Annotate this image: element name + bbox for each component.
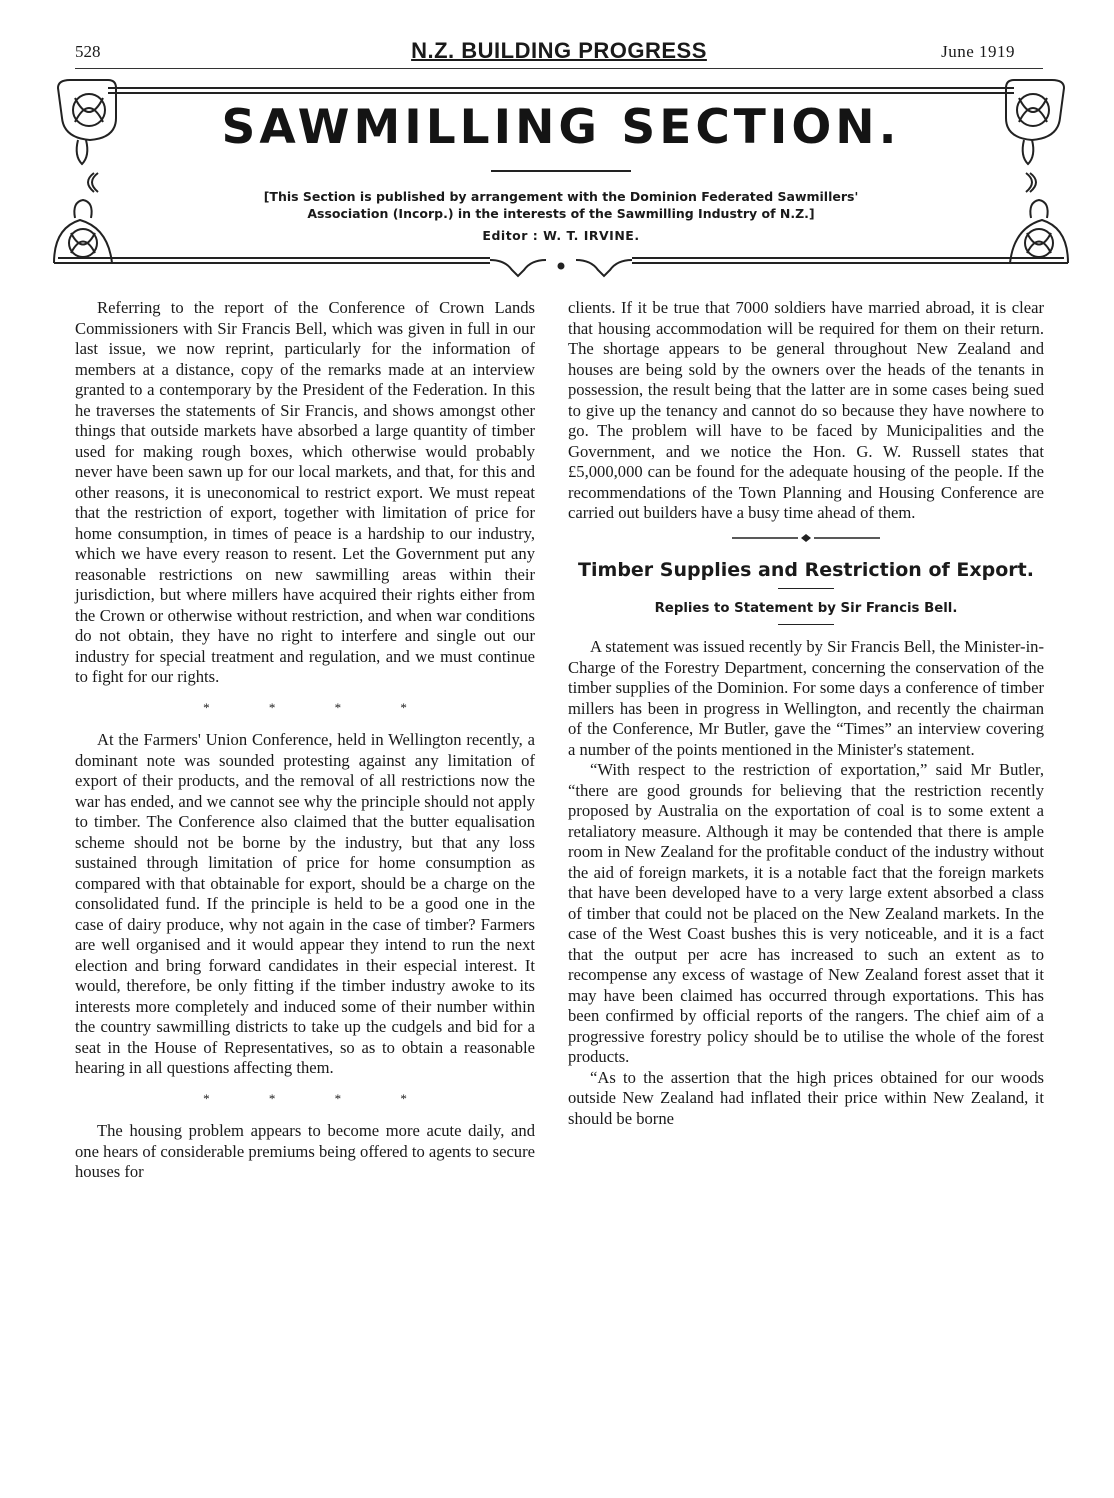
paragraph: “As to the assertion that the high prices obtained for our woods outside New Zealand had inflated their price within New Zealand, it should be borne bbox=[568, 1067, 1044, 1128]
running-head bbox=[75, 38, 1043, 68]
subtitle-underline bbox=[778, 624, 834, 626]
article-title: Timber Supplies and Restriction of Export. bbox=[578, 558, 1034, 581]
paragraph: A statement was issued recently by Sir Francis Bell, the Minister-in-Charge of the Forestry Department, concerning the conservation of the timber supplies of the Dominion. For some days a conference of timber millers has been in progress in Wellington, and recently the chairman of the Conference, Mr Butler, gave the “Times” an interview covering a number of the points mentioned in the Minister's statement. bbox=[568, 637, 1044, 759]
masthead-text: N.Z. BUILDING PROGRESS bbox=[411, 38, 707, 63]
paragraph-continued: clients. If it be true that 7000 soldiers have married abroad, it is clear that housing accommodation will be required for them on their return. The shortage appears to be general throughout New Zealand and houses are being sold by the owners over the heads of the tenants in possession, the result being that the latter are in some cases being sued to give up the tenancy and cannot do so because they have nowhere to go. The problem will have to be faced by Municipalities and the Government, and we notice the Hon. G. W. Russell states that £5,000,000 can be found for the adequate housing of the people. If the recommendations of the Town Planning and Housing Conference are carried out builders have a busy time ahead of them. bbox=[568, 298, 1044, 522]
title-rule bbox=[491, 170, 631, 172]
page-number: 528 bbox=[75, 42, 101, 61]
left-column bbox=[75, 298, 535, 1183]
title-underline bbox=[778, 588, 834, 590]
section-banner bbox=[50, 78, 1072, 283]
ornament bbox=[568, 524, 1044, 554]
section-note-line: Association (Incorp.) in the interests of the Sawmilling Industry of N.Z.] bbox=[307, 206, 815, 221]
section-note-line: [This Section is published by arrangement with the Dominion Federated Sawmillers' bbox=[263, 189, 859, 204]
paragraph: Referring to the report of the Conference of Crown Lands Commissioners with Sir Francis Bell, which was given in full in our last issue, we now reprint, particularly for the information of members at a distance, copy of the remarks made at an interview granted to a contemporary by the President of the Federation. In this he traverses the statements of Sir Francis, and shows amongst other things that outside markets have absorbed a large quantity of timber used for making rough boxes, which otherwise would probably never have been sawn up for our local markets, and that, for this and other reasons, it is uneconomical to restrict export. We must repeat that the restriction of export, together with limitation of price for home consumption, in times of peace is a hardship to our industry, which we have every reason to resent. Let the Government put any reasonable restrictions on new sawmilling areas within their jurisdiction, but where millers have acquired their rights either from the Crown or otherwise without restriction, and when war conditions do not obtain, they have no right to interfere and single out our industry for special treatment and regulation, and we must continue to fight for our rights. bbox=[75, 298, 535, 686]
section-note bbox=[200, 188, 922, 222]
paragraph: At the Farmers' Union Conference, held in Wellington recently, a dominant note was sounded protesting against any limitation of export of their products, and the removal of all restrictions now the war has ended, and we cannot see why the principle should not apply to timber. The Conference also claimed that the butter equalisation scheme should not be borne by the industry, but that any loss sustained through limitation of price for home consumption as compared with that obtainable for export, should be a charge on the consolidated fund. If the principle is held to be a good one in the case of dairy produce, why not again in the case of timber? Farmers are well organised and it would appear they intend to run the next election and bring forward candidates in their especial interest. It would, therefore, be only fitting if the timber industry awoke to its interests more completely and induced some of their number within the country sawmilling districts to take up the cudgels and bid for a seat in the House of Representatives, so as to obtain a reasonable hearing in all questions affecting them. bbox=[75, 730, 535, 1077]
section-divider-stars: * * * * bbox=[203, 1090, 435, 1106]
paragraph: The housing problem appears to become more acute daily, and one hears of considerable premiums being offered to agents to secure houses for bbox=[75, 1121, 535, 1181]
editor-credit: Editor : W. T. IRVINE. bbox=[482, 228, 640, 243]
issue-date: June 1919 bbox=[941, 42, 1015, 61]
right-column bbox=[568, 298, 1044, 1129]
section-divider-stars: * * * * bbox=[203, 699, 435, 715]
header-rule bbox=[75, 68, 1043, 69]
article-subtitle: Replies to Statement by Sir Francis Bell. bbox=[654, 601, 958, 616]
section-title: SAWMILLING SECTION. bbox=[221, 100, 901, 155]
masthead bbox=[75, 38, 1043, 64]
paragraph: “With respect to the restriction of exportation,” said Mr Butler, “there are good grounds for believing that the restriction recently proposed by Australia on the exportation of coal is to some extent a retaliatory measure. Although it may be contended that there is ample room in New Zealand for the profitable conduct of the industry without the aid of foreign markets, it is a notable fact that the foreign markets that have been developed have to a very large extent absorbed a class of timber that could not be placed on the New Zealand markets. In the case of the West Coast bushes this is very noticeable, and it is a fact that the output per acre has increased to such an extent as to recompense any excess of wastage of New Zealand forest asset that it may have been claimed has occurred through exportations. This has been confirmed by official reports of the rangers. The chief aim of a progressive forestry policy should be to utilise the whole of the forest products. bbox=[568, 760, 1044, 1066]
diamond-rule-icon bbox=[732, 534, 880, 542]
